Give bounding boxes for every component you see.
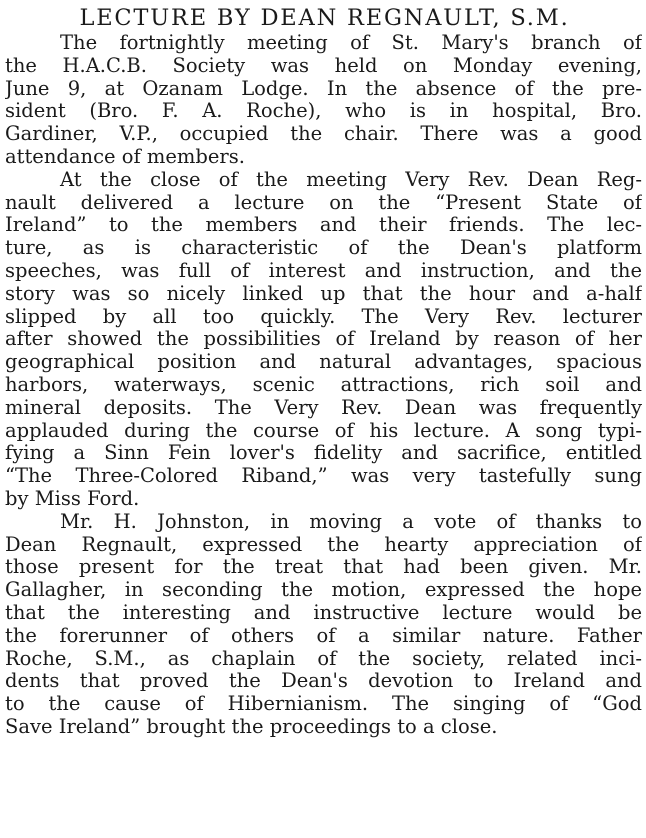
text-line: At the close of the meeting Very Rev. Dean Reg- — [60, 168, 642, 191]
text-line: Roche, S.M., as chaplain of the society, related inci- — [5, 647, 642, 670]
text-line: Dean Regnault, expressed the hearty appreciation of — [5, 533, 642, 556]
text-line: dents that proved the Dean's devotion to Ireland and — [5, 670, 642, 693]
text-line: the H.A.C.B. Society was held on Monday evening, — [5, 54, 642, 77]
text-line: to the cause of Hibernianism. The singing of “God — [5, 693, 642, 716]
text-line: Gallagher, in seconding the motion, expressed the hope — [5, 579, 642, 602]
article-headline: LECTURE BY DEAN REGNAULT, S.M. — [79, 5, 570, 31]
text-line: applauded during the course of his lecture. A song typi- — [5, 419, 642, 442]
text-line: story was so nicely linked up that the hour and a-half — [5, 282, 642, 305]
text-line: Mr. H. Johnston, in moving a vote of thanks to — [60, 510, 642, 533]
text-line: ture, as is characteristic of the Dean's platform — [5, 237, 642, 260]
text-line: nault delivered a lecture on the “Present State of — [5, 191, 642, 214]
text-line: that the interesting and instructive lecture would be — [5, 601, 642, 624]
text-line: geographical position and natural advantages, spacious — [5, 351, 642, 374]
text-line: Gardiner, V.P., occupied the chair. There was a good — [5, 123, 642, 146]
text-line: Ireland” to the members and their friends. The lec- — [5, 214, 642, 237]
text-line: mineral deposits. The Very Rev. Dean was frequently — [5, 396, 642, 419]
text-line: the forerunner of others of a similar nature. Father — [5, 624, 642, 647]
text-line: by Miss Ford. — [5, 487, 140, 510]
text-line: Save Ireland” brought the proceedings to a close. — [5, 715, 498, 738]
text-line: fying a Sinn Fein lover's fidelity and sacrifice, entitled — [5, 442, 642, 465]
text-line: those present for the treat that had been given. Mr. — [5, 556, 642, 579]
text-line: harbors, waterways, scenic attractions, rich soil and — [5, 373, 642, 396]
text-line: sident (Bro. F. A. Roche), who is in hospital, Bro. — [5, 100, 642, 123]
text-line: The fortnightly meeting of St. Mary's branch of — [60, 32, 642, 54]
text-line: slipped by all too quickly. The Very Rev. lecturer — [5, 305, 642, 328]
text-line: June 9, at Ozanam Lodge. In the absence of the pre- — [5, 77, 642, 100]
text-line: attendance of members. — [5, 145, 245, 168]
text-line: “The Three-Colored Riband,” was very tastefully sung — [5, 465, 642, 488]
text-line: speeches, was full of interest and instruction, and the — [5, 259, 642, 282]
text-line: after showed the possibilities of Ireland by reason of her — [5, 328, 642, 351]
article-body — [5, 32, 642, 739]
